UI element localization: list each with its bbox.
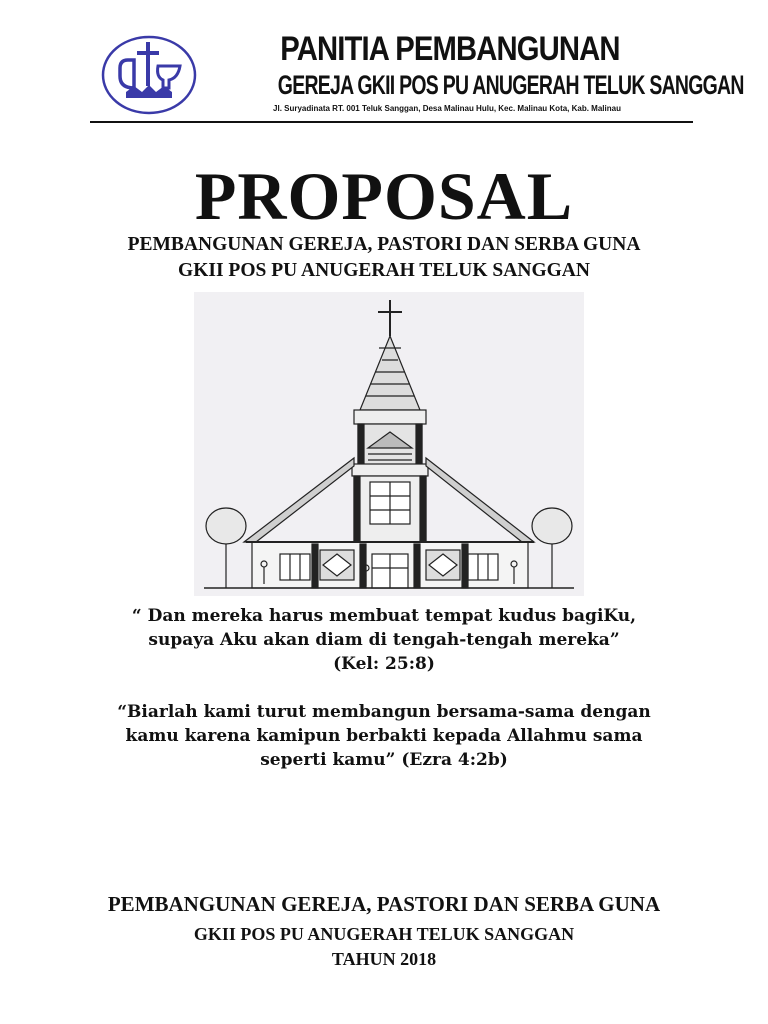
quote-line: seperti kamu” (Ezra 4:2b) [260,750,508,770]
header-subtitle: GEREJA GKII POS PU ANUGERAH TELUK SANGGAN [277,70,744,100]
subtitle-line: PEMBANGUNAN GEREJA, PASTORI DAN SERBA GUNA [127,234,641,255]
footer-year-line: TAHUN 2018 [331,949,437,969]
quote-line: “Biarlah kami turut membangun bersama-sama dengan [117,702,651,722]
church-illustration [194,292,584,596]
header-title: PANITIA PEMBANGUNAN [280,30,620,68]
quote-reference: (Kel: 25:8) [333,654,435,674]
page-subtitle [0,232,768,284]
header-address: Jl. Suryadinata RT. 001 Teluk Sanggan, Desa Malinau Hulu, Kec. Malinau Kota, Kab. Malinau [273,104,621,113]
footer-project-line: PEMBANGUNAN GEREJA, PASTORI DAN SERBA GUNA [107,892,661,916]
bible-quote-ezra [0,700,768,772]
quote-line: kamu karena kamipun berbakti kepada Allahmu sama [125,726,643,746]
quote-line: “ Dan mereka harus membuat tempat kudus bagiKu, [131,606,637,626]
page-title: PROPOSAL [194,158,574,234]
bible-quote-exodus [0,604,768,676]
subtitle-line: GKII POS PU ANUGERAH TELUK SANGGAN [178,260,590,281]
church-logo-icon [100,34,198,116]
footer-church-line: GKII POS PU ANUGERAH TELUK SANGGAN [193,924,575,944]
header-divider [90,121,693,123]
quote-line: supaya Aku akan diam di tengah-tengah mereka” [148,630,620,650]
